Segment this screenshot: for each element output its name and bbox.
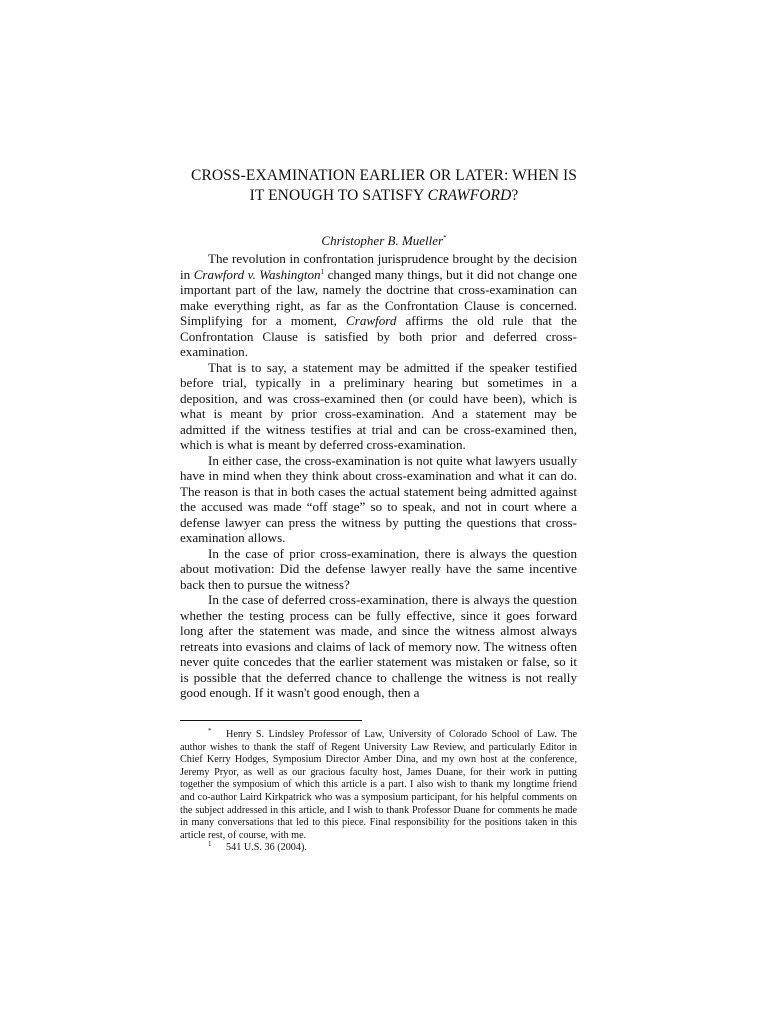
title-line-2 xyxy=(150,186,618,206)
article-body xyxy=(180,251,577,701)
paragraph-2: That is to say, a statement may be admitted if the speaker testified before trial, typically in a preliminary hearing but sometimes in a deposition, and was cross-examined then (or could have been), which is what is meant by prior cross-examination. And a statement may be admitted if the witness testifies at trial and can be cross-examined then, which is what is meant by deferred cross-examination. xyxy=(180,359,577,452)
author-byline xyxy=(150,233,618,249)
case-citation: Crawford v. Washington xyxy=(193,266,321,282)
paragraph-1-lead: The revolution in confrontation jurisprudence brought by the decision in xyxy=(180,251,577,282)
title-line-1: CROSS-EXAMINATION EARLIER OR LATER: WHEN IS xyxy=(191,167,577,184)
article-title xyxy=(150,166,618,206)
footnote-1: $^1$ 541 U.S. 36 (2004). xyxy=(208,840,307,854)
footnote-author: * Henry S. Lindsley Professor of Law, University of Colorado School of Law. The author wishes to thank the staff of Regent University Law Review, and particularly Editor in Chief Kerry Hodges, Symposium Director Amber Dina, and my own host at the conference, Jeremy Pryor, as well as our gracious faculty host, James Duane, for their work in putting together the symposium of which this article is a part. I also wish to thank my longtime friend and co-author Laird Kirkpatrick who was a symposium participant, for his helpful comments on the subject addressed in this article, and I wish to thank Professor Duane for comments he made in many conversations that led to this piece. Final responsibility for the positions taken in this article rest, of course, with me. xyxy=(180,727,577,841)
author-footnote-marker: * xyxy=(443,234,447,242)
paragraph-3: In either case, the cross-examination is not quite what lawyers usually have in mind when they think about cross-examination and what it can do. The reason is that in both cases the actual statement being admitted against the accused was made “off stage” so to speak, and not in court where a defense lawyer can press the witness by putting the questions that cross-examination allows. xyxy=(180,452,577,545)
title-line-2-prefix: IT ENOUGH TO SATISFY xyxy=(249,187,428,204)
footnote-1-text: 541 U.S. 36 (2004). xyxy=(226,842,307,854)
title-case-name: CRAWFORD xyxy=(427,187,512,204)
paragraph-1-mid: changed many things, but it did not change one important part of the law, namely the doctrine that cross-examination can make everything right, as far as the Confrontation Clause is concerned. Simplifying for a moment, xyxy=(180,266,578,328)
paragraph-5: In the case of deferred cross-examination, there is always the question whether the testing process can be fully effective, since it goes forward long after the statement was made, and since the witness almost always retreats into evasions and claims of lack of memory now. The witness often never quite concedes that the earlier statement was mistaken or false, so it is possible that the deferred chance to challenge the witness is not really good enough. If it wasn't good enough, then a xyxy=(180,592,577,700)
paragraph-4: In the case of prior cross-examination, there is always the question about motivation: Did the defense lawyer really have the same incentive back then to pursue the witness? xyxy=(180,545,577,592)
footnotes xyxy=(180,729,577,855)
paragraph-1-tail: affirms the old rule that the Confrontation Clause is satisfied by both prior and deferred cross-examination. xyxy=(180,313,577,359)
footnote-separator xyxy=(180,720,362,721)
footnote-ref-1: 1 xyxy=(320,267,325,276)
footnote-author-text: Henry S. Lindsley Professor of Law, University of Colorado School of Law. The author wishes to thank the staff of Regent University Law Review, and particularly Editor in Chief Kerry Hodges, Symposium Director Amber Dina, and my own host at the conference, Jeremy Pryor, as well as our gracious faculty host, James Duane, for their work in putting together the symposium of which this article is a part. I also wish to thank my longtime friend and co-author Laird Kirkpatrick who was a symposium participant, for his helpful comments on the subject addressed in this article, and I wish to thank Professor Duane for comments he made in many conversations that led to this piece. Final responsibility for the positions taken in this article rest, of course, with me. xyxy=(180,729,577,841)
author-name: Christopher B. Mueller xyxy=(321,233,444,248)
title-line-2-suffix: ? xyxy=(511,187,519,204)
case-citation-short: Crawford xyxy=(346,313,397,328)
paragraph-1 xyxy=(180,251,577,360)
